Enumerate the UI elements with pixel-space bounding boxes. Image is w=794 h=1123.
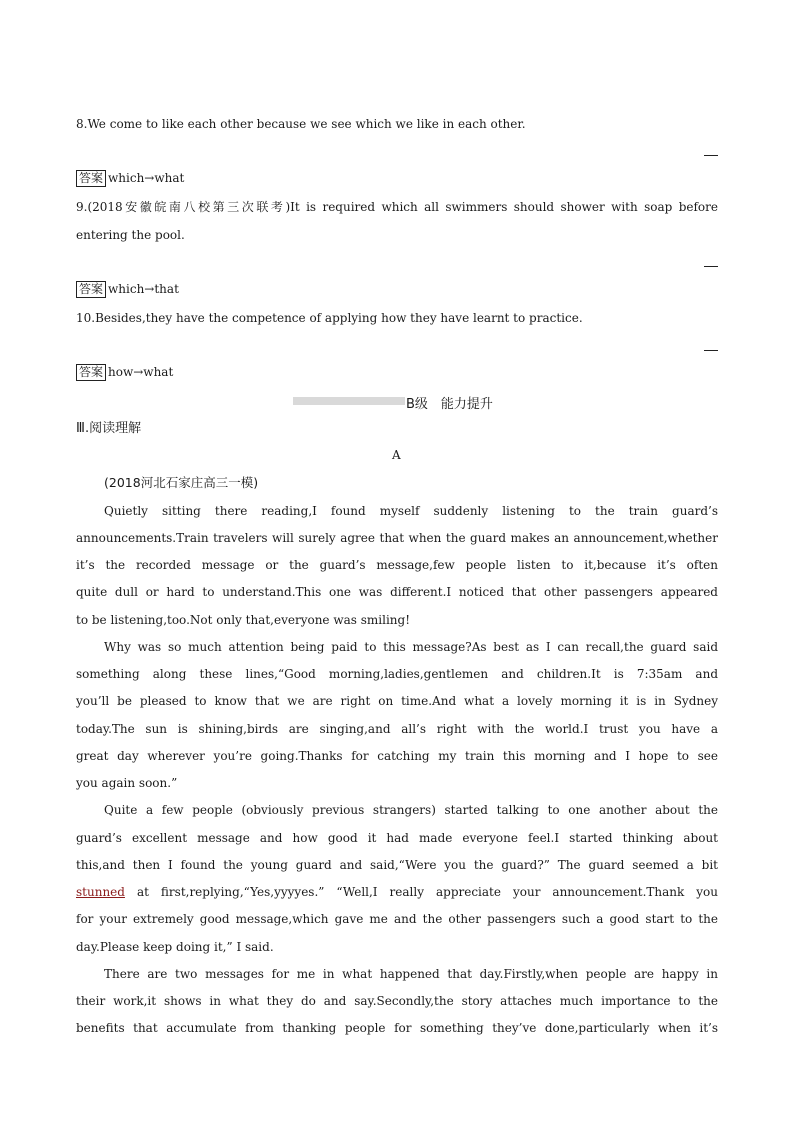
paragraph-line: There are two messages for me in what happened that day.Firstly,when people are happy in xyxy=(104,967,718,981)
paragraph-line: something along these lines,“Good morning,ladies,gentlemen and children.It is 7:35am and xyxy=(76,667,718,681)
paragraph-line: their work,it shows in what they do and say.Secondly,the story attaches much importance to the xyxy=(76,994,718,1008)
paragraph-line: quite dull or hard to understand.This one was different.I noticed that other passengers appeared xyxy=(76,585,718,599)
paragraph-line: benefits that accumulate from thanking people for something they’ve done,particularly when it’s xyxy=(76,1021,718,1035)
answer-label-box: 答案 xyxy=(76,281,106,298)
paragraph-line: this,and then I found the young guard and said,“Were you the guard?” The guard seemed a bit xyxy=(76,858,718,872)
answer-10 xyxy=(76,364,718,381)
paragraph-line: you’ll be pleased to know that we are right on time.And what a lovely morning it is in Sydney xyxy=(76,694,718,708)
answer-blank-line xyxy=(704,350,718,351)
answer-text: which→what xyxy=(108,171,185,185)
answer-8 xyxy=(76,170,718,187)
answer-label-box: 答案 xyxy=(76,364,106,381)
answer-9 xyxy=(76,281,718,298)
paragraph-line: Quietly sitting there reading,I found myself suddenly listening to the train guard’s xyxy=(104,504,718,518)
paragraph-line: to be listening,too.Not only that,everyone was smiling! xyxy=(76,613,411,627)
section-level-title: B级 能力提升 xyxy=(406,397,493,412)
answer-blank-line xyxy=(704,266,718,267)
paragraph-line: announcements.Train travelers will surely agree that when the guard makes an announcement,whether xyxy=(76,531,718,545)
highlighted-word-stunned[interactable]: stunned xyxy=(76,885,125,899)
question-9-line-2: entering the pool. xyxy=(76,228,185,242)
paragraph-line: great day wherever you’re going.Thanks for catching my train this morning and I hope to see xyxy=(76,749,718,763)
answer-text: which→that xyxy=(108,282,179,296)
paragraph-line: it’s the recorded message or the guard’s message,few people listen to it,because it’s often xyxy=(76,558,718,572)
question-10: 10.Besides,they have the competence of applying how they have learnt to practice. xyxy=(76,311,583,325)
answer-blank-line xyxy=(704,155,718,156)
paragraph-line-rest: at first,replying,“Yes,yyyyes.” “Well,I really appreciate your announcement.Thank you xyxy=(124,885,718,899)
paragraph-line: you again soon.” xyxy=(76,776,178,790)
paragraph-line: Why was so much attention being paid to this message?As best as I can recall,the guard said xyxy=(104,640,718,654)
paragraph-line: today.The sun is shining,birds are singing,and all’s right with the world.I trust you have a xyxy=(76,722,718,736)
answer-text: how→what xyxy=(108,365,174,379)
paragraph-line: for your extremely good message,which gave me and the other passengers such a good start to the xyxy=(76,912,718,926)
answer-label-box: 答案 xyxy=(76,170,106,187)
paragraph-line: day.Please keep doing it,” I said. xyxy=(76,940,274,954)
passage-label: A xyxy=(392,448,401,462)
passage-source: (2018河北石家庄高三一模) xyxy=(104,475,259,490)
question-9-line-1: 9.(2018安徽皖南八校第三次联考)It is required which all swimmers should shower with soap before xyxy=(76,200,718,214)
paragraph-line xyxy=(76,884,718,900)
part-title: Ⅲ.阅读理解 xyxy=(76,421,142,436)
section-bar xyxy=(293,397,405,405)
paragraph-line: Quite a few people (obviously previous strangers) started talking to one another about the xyxy=(104,803,718,817)
paragraph-line: guard’s excellent message and how good it had made everyone feel.I started thinking about xyxy=(76,831,718,845)
question-8: 8.We come to like each other because we see which we like in each other. xyxy=(76,117,526,131)
